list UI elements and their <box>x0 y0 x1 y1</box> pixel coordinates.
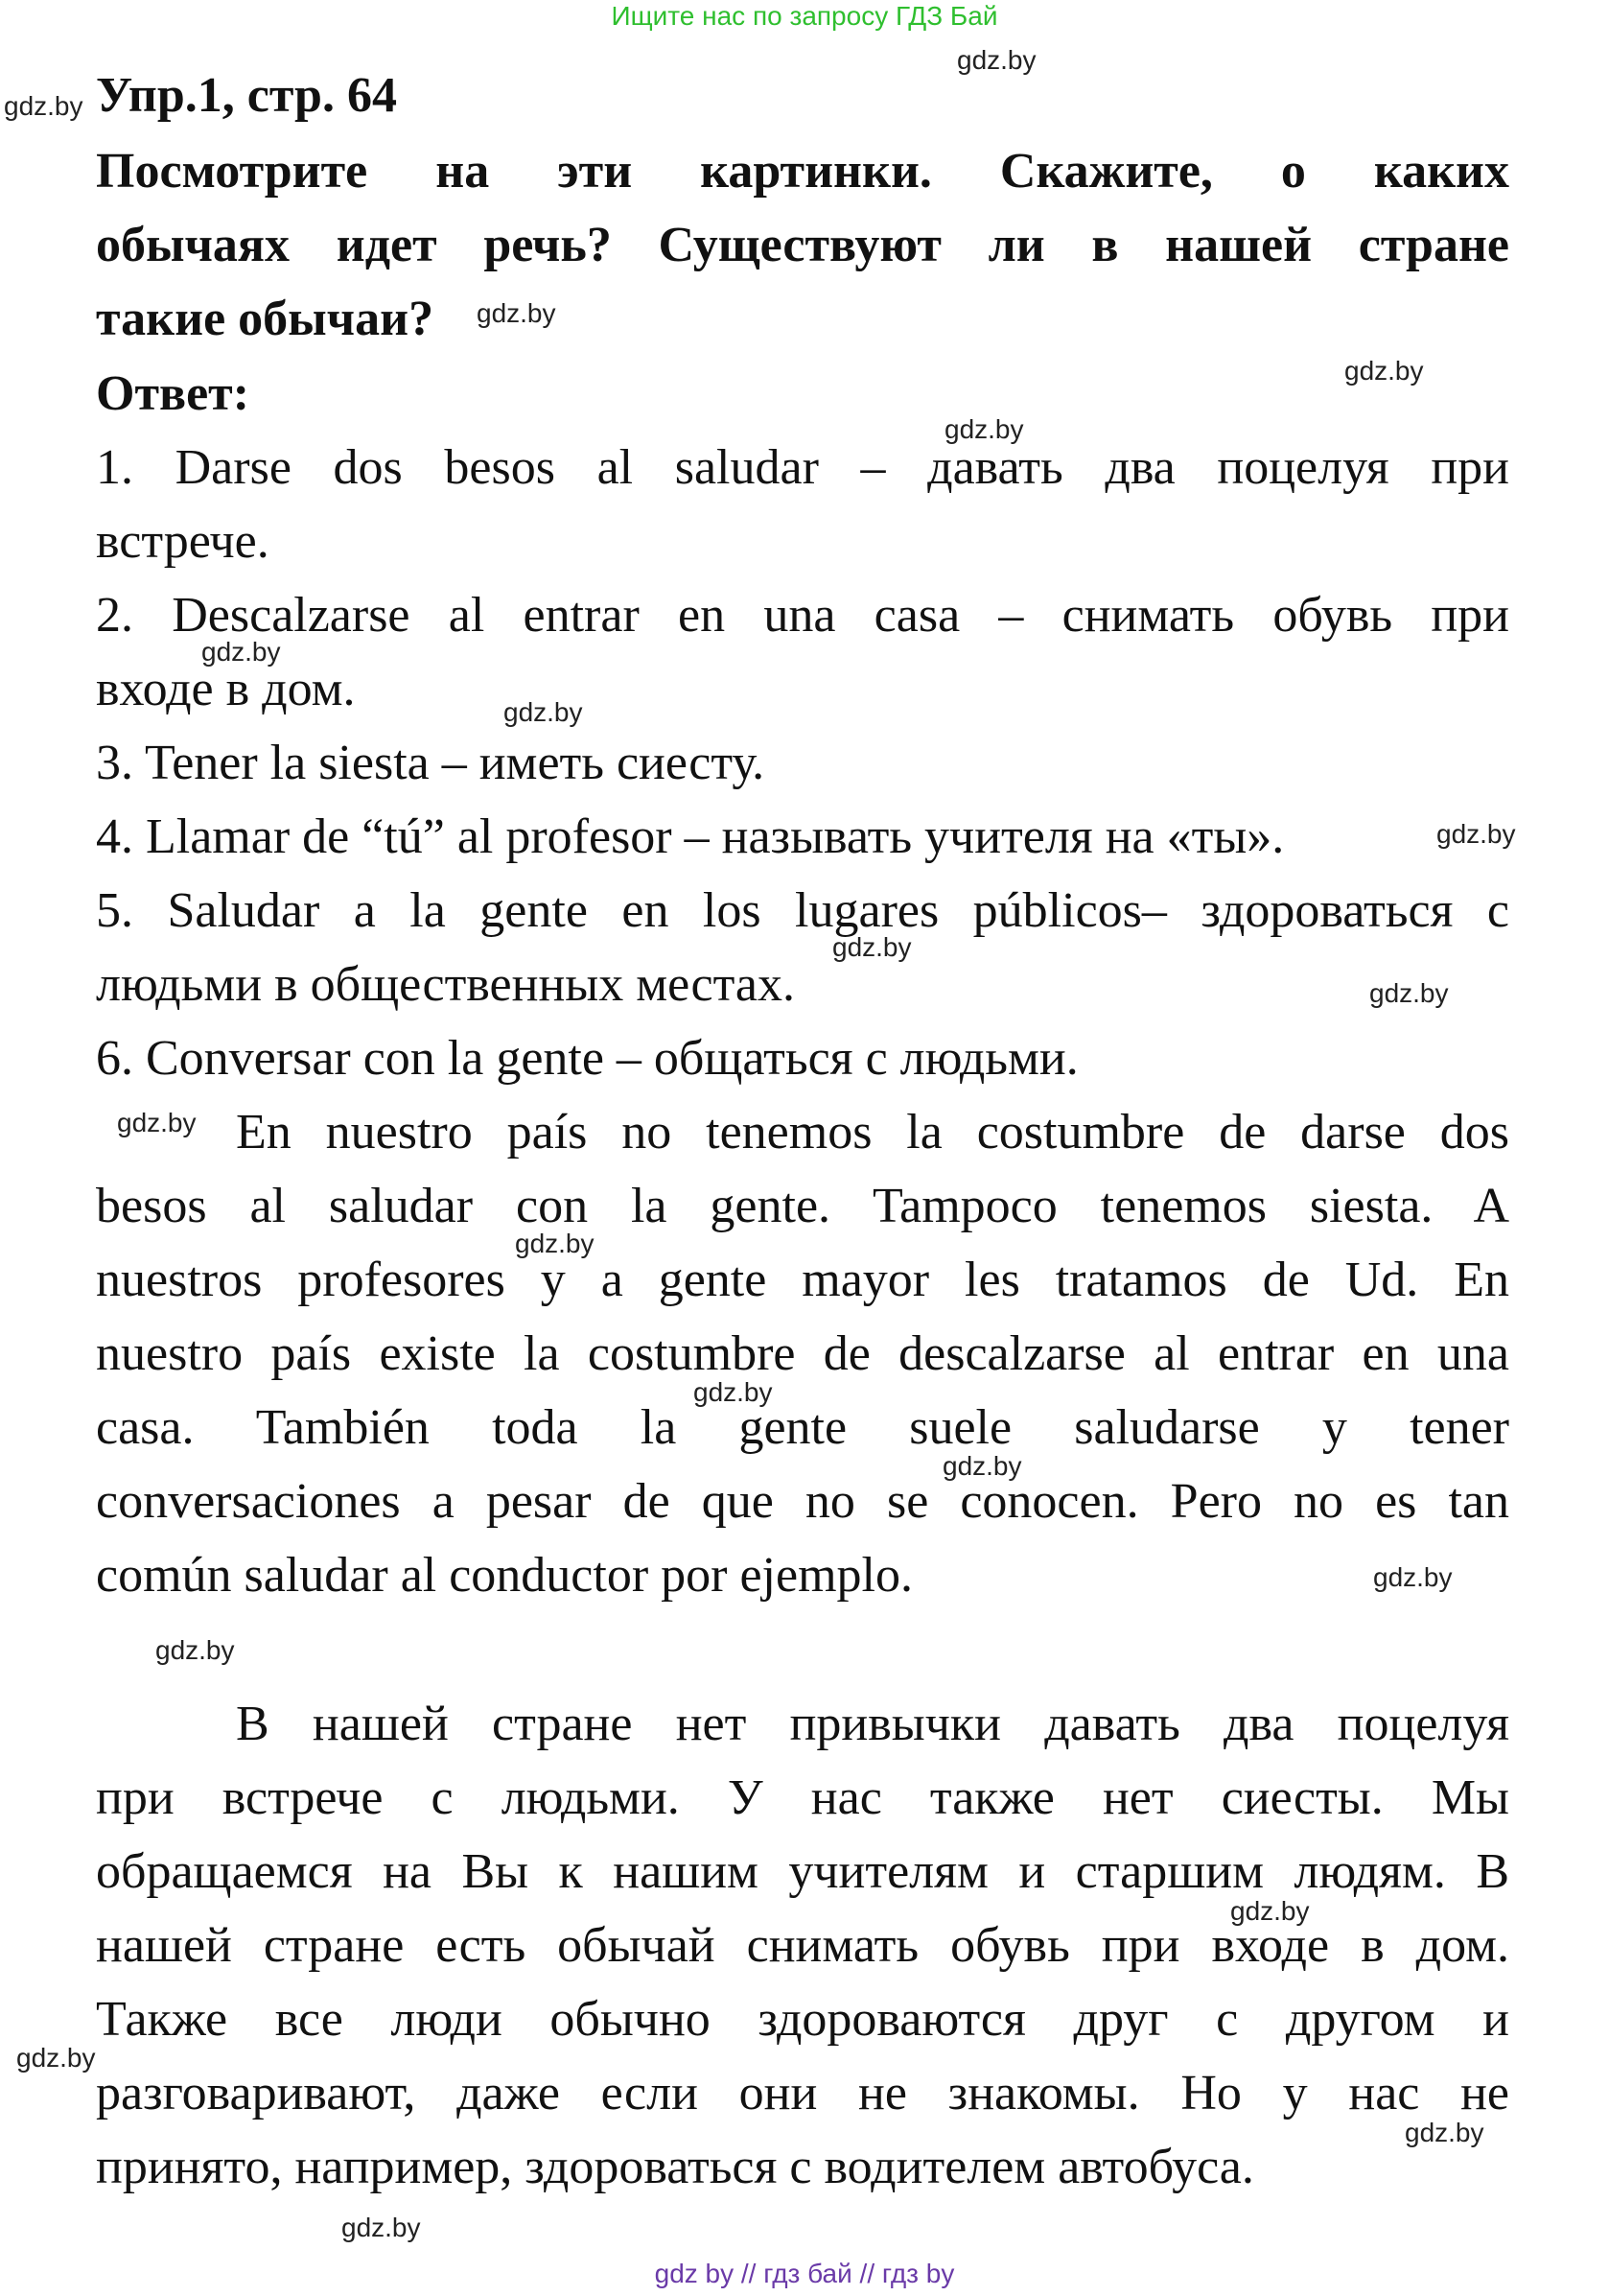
watermark: gdz.by <box>4 91 83 121</box>
watermark: gdz.by <box>957 45 1037 75</box>
list-line: встрече. <box>96 514 269 569</box>
watermark: gdz.by <box>693 1377 773 1407</box>
task-block <box>96 134 1509 356</box>
list-line: 1. Darse dos besos al saludar – давать два поцелуя при <box>96 440 1509 495</box>
watermark: gdz.by <box>515 1229 595 1258</box>
watermark: gdz.by <box>477 298 556 328</box>
spanish-line: nuestro país existe la costumbre de descalzarse al entrar en una <box>96 1326 1509 1381</box>
exercise-title: Упр.1, стр. 64 <box>96 68 397 123</box>
list-line: входе в дом. <box>96 662 356 716</box>
list-line: 5. Saludar a la gente en los lugares públicos– здороваться с <box>96 883 1509 938</box>
spanish-line: En nuestro país no tenemos la costumbre de darse dos <box>236 1105 1509 1160</box>
russian-line: обращаемся на Вы к нашим учителям и старшим людям. В <box>96 1844 1509 1899</box>
list-line: людьми в общественных местах. <box>96 957 796 1012</box>
watermark: gdz.by <box>832 932 912 962</box>
watermark: gdz.by <box>1230 1896 1310 1926</box>
watermark: gdz.by <box>16 2043 96 2073</box>
russian-line: разговаривают, даже если они не знакомы. Но у нас не <box>96 2066 1509 2120</box>
spanish-line: casa. También toda la gente suele saludarse y tener <box>96 1400 1509 1455</box>
spanish-line: común saludar al conductor por ejemplo. <box>96 1548 913 1603</box>
watermark: gdz.by <box>155 1635 235 1665</box>
watermark: gdz.by <box>944 414 1024 444</box>
russian-line: Также все люди обычно здороваются друг с другом и <box>96 1992 1509 2047</box>
spanish-paragraph <box>96 1095 1509 1612</box>
spanish-line: conversaciones a pesar de que no se conocen. Pero no es tan <box>96 1474 1509 1529</box>
watermark: gdz.by <box>1436 819 1516 849</box>
watermark: gdz.by <box>1344 356 1424 386</box>
watermark: gdz.by <box>1405 2118 1484 2147</box>
spanish-line: nuestros profesores y a gente mayor les tratamos de Ud. En <box>96 1253 1509 1307</box>
watermark: gdz.by <box>341 2213 421 2242</box>
list-line: 3. Tener la siesta – иметь сиесту. <box>96 736 765 790</box>
watermark: gdz.by <box>1373 1562 1453 1592</box>
russian-line: В нашей стране нет привычки давать два поцелуя <box>236 1697 1509 1751</box>
russian-line: нашей стране есть обычай снимать обувь при входе в дом. <box>96 1918 1509 1973</box>
answer-label: Ответ: <box>96 366 250 421</box>
watermark: gdz.by <box>201 637 281 667</box>
watermark: gdz.by <box>503 697 583 727</box>
list-line: 6. Conversar con la gente – общаться с людьми. <box>96 1031 1079 1086</box>
watermark: gdz.by <box>117 1108 197 1137</box>
answer-block <box>96 357 1509 1095</box>
task-line: обычаях идет речь? Существуют ли в нашей стране <box>96 218 1509 272</box>
watermark: gdz.by <box>943 1451 1022 1481</box>
spanish-line: besos al saludar con la gente. Tampoco tenemos siesta. A <box>96 1179 1509 1233</box>
list-line: 4. Llamar de “tú” al profesor – называть учителя на «ты». <box>96 809 1285 864</box>
list-line: 2. Descalzarse al entrar en una casa – снимать обувь при <box>96 588 1509 643</box>
footer-links[interactable]: gdz by // гдз бай // гдз by <box>654 2259 955 2288</box>
task-line: Посмотрите на эти картинки. Скажите, о каких <box>96 144 1509 199</box>
russian-paragraph <box>96 1687 1509 2204</box>
russian-line: при встрече с людьми. У нас также нет сиесты. Мы <box>96 1770 1509 1825</box>
watermark: gdz.by <box>1369 978 1449 1008</box>
russian-line: принято, например, здороваться с водителем автобуса. <box>96 2140 1254 2194</box>
task-line: такие обычаи? <box>96 292 434 346</box>
search-banner[interactable]: Ищите нас по запросу ГДЗ Бай <box>611 1 998 31</box>
